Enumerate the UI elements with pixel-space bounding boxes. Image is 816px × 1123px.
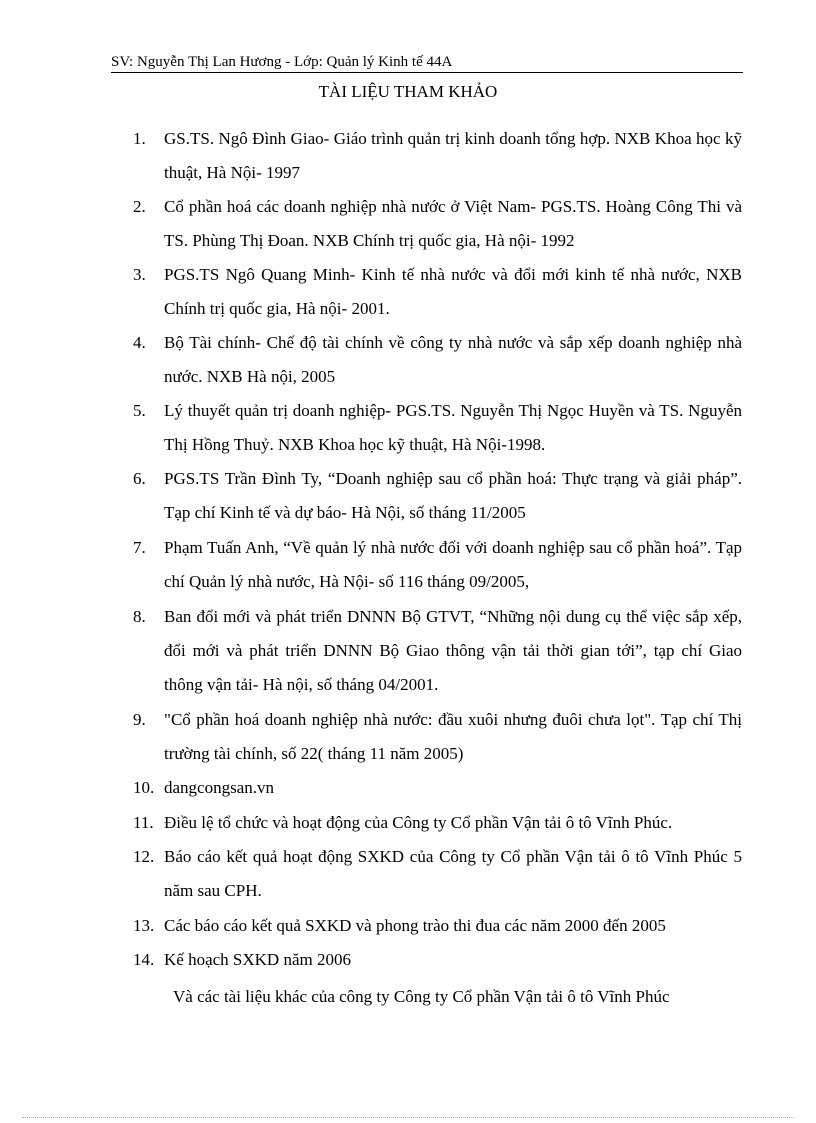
- reference-number: 1.: [133, 129, 146, 148]
- header-text: SV: Nguyễn Thị Lan Hương - Lớp: Quản lý Kinh tế 44A: [111, 54, 453, 70]
- reference-number: 10.: [133, 778, 155, 797]
- reference-number: 3.: [133, 265, 146, 284]
- closing-note: Và các tài liệu khác của công ty Công ty Cổ phần Vận tải ô tô Vĩnh Phúc: [173, 987, 670, 1006]
- reference-number: 6.: [133, 469, 146, 488]
- reference-text: Ban đổi mới và phát triển DNNN Bộ GTVT, “Những nội dung cụ thể việc sắp xếp, đổi mới và phát triển DNNN Bộ Giao thông vận tải thời gian tới”, tạp chí Giao thông vận tải- Hà nội, số tháng 04/2001.: [164, 607, 742, 694]
- page-title: TÀI LIỆU THAM KHẢO: [318, 82, 498, 101]
- reference-number: 14.: [133, 950, 155, 969]
- reference-text: Phạm Tuấn Anh, “Về quản lý nhà nước đối với doanh nghiệp sau cổ phần hoá”. Tạp chí Quản lý nhà nước, Hà Nội- số 116 tháng 09/2005,: [164, 538, 742, 591]
- reference-number: 9.: [133, 710, 146, 729]
- reference-text: Cổ phần hoá các doanh nghiệp nhà nước ở Việt Nam- PGS.TS. Hoàng Công Thi và TS. Phùng Thị Đoan. NXB Chính trị quốc gia, Hà nội- 1992: [164, 197, 742, 250]
- reference-text: GS.TS. Ngô Đình Giao- Giáo trình quản trị kinh doanh tổng hợp. NXB Khoa học kỹ thuật, Hà Nội- 1997: [164, 129, 742, 182]
- reference-text: Báo cáo kết quả hoạt động SXKD của Công ty Cổ phần Vận tải ô tô Vĩnh Phúc 5 năm sau CPH.: [164, 847, 742, 900]
- reference-text: "Cổ phần hoá doanh nghiệp nhà nước: đầu xuôi nhưng đuôi chưa lọt". Tạp chí Thị trường tài chính, số 22( tháng 11 năm 2005): [164, 710, 742, 763]
- reference-text: PGS.TS Ngô Quang Minh- Kinh tế nhà nước và đổi mới kinh tế nhà nước, NXB Chính trị quốc gia, Hà nội- 2001.: [164, 265, 742, 318]
- reference-number: 8.: [133, 607, 146, 626]
- reference-text: Kế hoạch SXKD năm 2006: [164, 950, 351, 969]
- reference-number: 12.: [133, 847, 155, 866]
- reference-number: 13.: [133, 916, 155, 935]
- reference-number: 7.: [133, 538, 146, 557]
- page-header: [111, 52, 743, 73]
- reference-number: 5.: [133, 401, 146, 420]
- reference-text: PGS.TS Trần Đình Ty, “Doanh nghiệp sau cổ phần hoá: Thực trạng và giải pháp”. Tạp chí Kinh tế và dự báo- Hà Nội, số tháng 11/2005: [164, 469, 742, 522]
- footer-divider: [22, 1117, 794, 1118]
- reference-number: 2.: [133, 197, 146, 216]
- reference-number: 4.: [133, 333, 146, 352]
- reference-text: Điều lệ tổ chức và hoạt động của Công ty Cổ phần Vận tải ô tô Vĩnh Phúc.: [164, 813, 673, 832]
- reference-text: Bộ Tài chính- Chế độ tài chính về công ty nhà nước và sắp xếp doanh nghiệp nhà nước. NXB Hà nội, 2005: [164, 333, 742, 386]
- reference-number: 11.: [133, 813, 154, 832]
- reference-text: Lý thuyết quản trị doanh nghiệp- PGS.TS. Nguyễn Thị Ngọc Huyền và TS. Nguyễn Thị Hồng Thuỷ. NXB Khoa học kỹ thuật, Hà Nội-1998.: [164, 401, 742, 454]
- reference-text: dangcongsan.vn: [164, 778, 275, 797]
- reference-text: Các báo cáo kết quả SXKD và phong trào thi đua các năm 2000 đến 2005: [164, 916, 666, 935]
